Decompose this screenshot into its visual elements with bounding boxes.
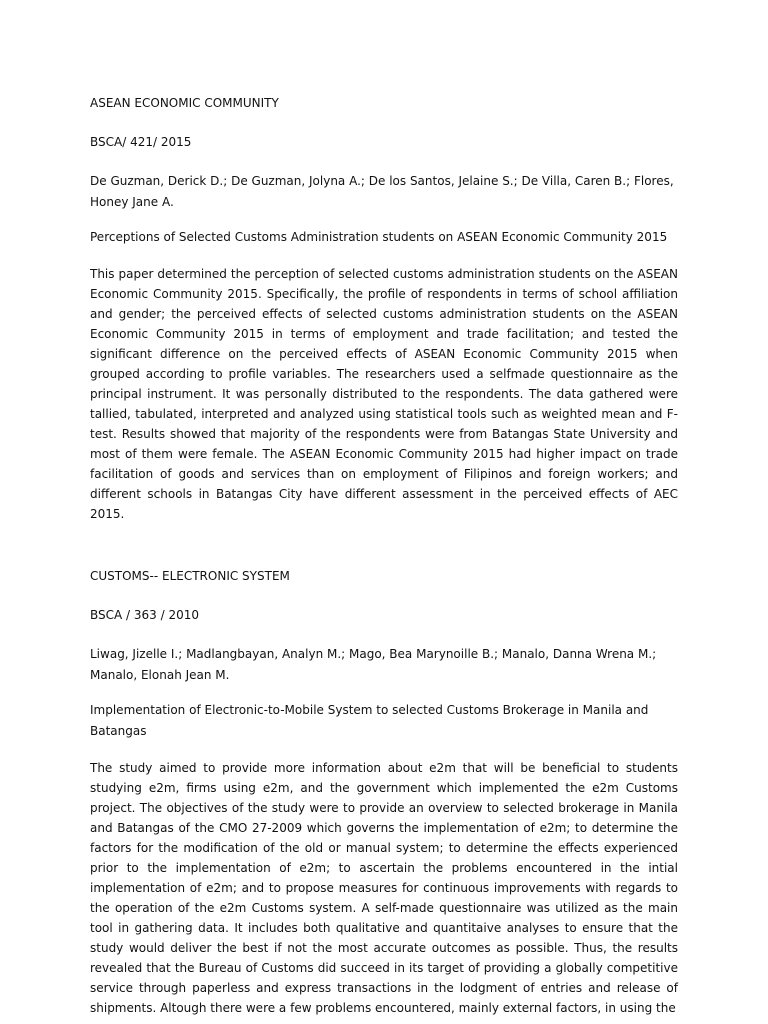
entry-heading: CUSTOMS-- ELECTRONIC SYSTEM <box>90 569 290 583</box>
entry-authors: Liwag, Jizelle I.; Madlangbayan, Analyn M.; Mago, Bea Marynoille B.; Manalo, Danna Wrena M.; Manalo, Elonah Jean M. <box>90 647 657 682</box>
entry-abstract: This paper determined the perception of selected customs administration students on the ASEAN Economic Community 2015. Specifically, the profile of respondents in terms of school affiliation and gender; the perceived effects of selected customs administration students on the ASEAN Economic Community 2015 in terms of employment and trade facilitation; and tested the significant difference on the perceived effects of ASEAN Economic Community 2015 when grouped according to profile variables. The researchers used a selfmade questionnaire as the principal instrument. It was personally distributed to the respondents. The data gathered were tallied, tabulated, interpreted and analyzed using statistical tools such as weighted mean and F-test. Results showed that majority of the respondents were from Batangas State University and most of them were female. The ASEAN Economic Community 2015 had higher impact on trade facilitation of goods and services than on employment of Filipinos and foreign workers; and different schools in Batangas City have different assessment in the perceived effects of AEC 2015. <box>90 267 678 521</box>
entry-2 <box>90 566 678 1018</box>
entry-1 <box>90 93 678 524</box>
entry-code: BSCA/ 421/ 2015 <box>90 135 192 149</box>
section-gap <box>90 524 678 566</box>
entry-code: BSCA / 363 / 2010 <box>90 608 200 622</box>
entry-title: Perceptions of Selected Customs Administration students on ASEAN Economic Community 2015 <box>90 230 668 244</box>
entry-abstract: The study aimed to provide more information about e2m that will be beneficial to students studying e2m, firms using e2m, and the government which implemented the e2m Customs project. The objectives of the study were to provide an overview to selected brokerage in Manila and Batangas of the CMO 27-2009 which governs the implementation of e2m; to determine the factors for the modification of the old or manual system; to determine the effects experienced prior to the implementation of e2m; to ascertain the problems encountered in the intial implementation of e2m; and to propose measures for continuous improvements with regards to the operation of the e2m Customs system. A self-made questionnaire was utilized as the main tool in gathering data. It includes both qualitative and quantitaive analyses to ensure that the study would deliver the best if not the most accurate outcomes as possible. Thus, the results revealed that the Bureau of Customs did succeed in its target of providing a globally competitive service through paperless and express transactions in the lodgment of entries and release of shipments. Altough there were a few problems encountered, mainly external factors, in using the <box>90 761 678 1015</box>
entry-authors: De Guzman, Derick D.; De Guzman, Jolyna A.; De los Santos, Jelaine S.; De Villa, Caren B.; Flores, Honey Jane A. <box>90 174 674 209</box>
entry-title: Implementation of Electronic-to-Mobile System to selected Customs Brokerage in Manila and Batangas <box>90 703 649 738</box>
entry-heading: ASEAN ECONOMIC COMMUNITY <box>90 96 279 110</box>
